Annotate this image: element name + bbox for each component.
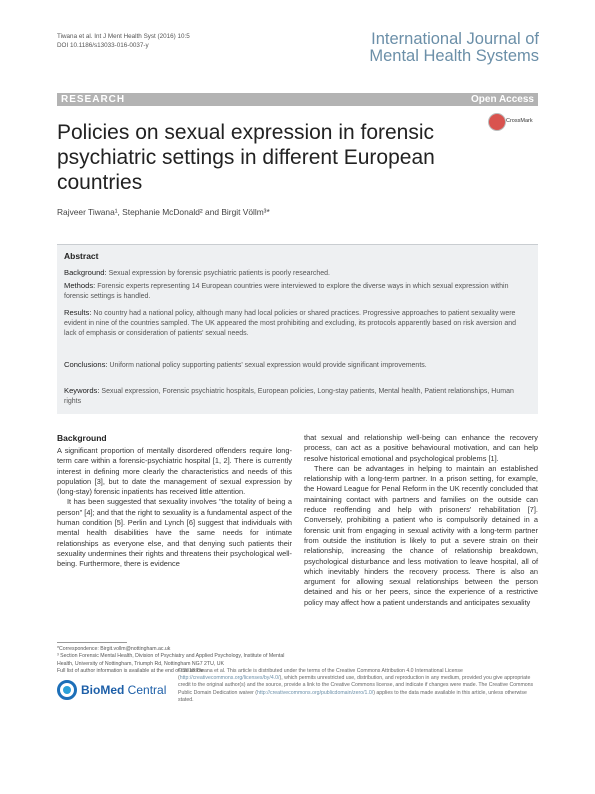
right-column xyxy=(304,433,538,608)
crossmark-label: CrossMark xyxy=(506,118,533,124)
abstract-conclusions xyxy=(64,360,524,371)
body-paragraph: It has been suggested that sexuality involves "the totality of being a person" [4]; and that the right to sexuality is a fundamental aspect of the human condition [5]. Perlin and Lynch [6] suggest that individuals with mental health disabilities have the same needs for intimate relationships as everyone else, and that denying such patients their sexuality undermines their rights and threatens their psychological well-being. Furthermore, there is evidence xyxy=(57,497,292,569)
public-domain-link[interactable]: http://creativecommons.org/publicdomain/zero/1.0/ xyxy=(257,689,374,696)
abstract-text: Sexual expression by forensic psychiatric patients is poorly researched. xyxy=(108,270,330,277)
body-paragraph: that sexual and relationship well-being can enhance the recovery process, can act as a positive behavioural motivation, and can help resolve historical emotional and psychological problems [1]. xyxy=(304,433,538,463)
author-list: Rajveer Tiwana¹, Stephanie McDonald² and Birgit Völlm³* xyxy=(57,207,270,217)
abstract-label: Conclusions: xyxy=(64,360,108,369)
crossmark-icon xyxy=(488,113,506,131)
doi-line: DOI 10.1186/s13033-016-0037-y xyxy=(57,42,149,49)
publisher-logo xyxy=(57,678,177,708)
license-part: ), which permits unrestricted use, distribution, and reproduction in any medium, provided you give appropriate credit to the original author(s) and the source, provide a link to the Creative Commons license, and indicate if changes were made. The Creative Commons Public Domain Dedication waiver ( xyxy=(178,675,534,696)
footnote-divider xyxy=(57,642,127,643)
license-text xyxy=(178,668,538,704)
abstract-label: Results: xyxy=(64,308,92,317)
journal-name xyxy=(369,31,539,65)
body-paragraph: There can be advantages in helping to maintain an established relationship with a long-term partner. In a prison setting, for example, the Howard League for Penal Reform in the UK recently concluded that maintaining contact with partners and families on the outside can reduce reoffending and help with prisoners' rehabilitation [7]. Conversely, prohibiting a patient who is compulsorily detained in a forensic unit from engaging in sexual activity with a long-term partner from outside the institution is likely to put a severe strain on their relationship, increasing the chance of relationship breakdown, psychological disturbance and less motivation to leave hospital, all of which inevitably hinders the recovery process. There is also an argument for allowing sexual relationships between the person detained and his or her peers, since the experience of a restrictive policy may affect how a patient understands and anticipates sexuality xyxy=(304,463,538,607)
abstract-methods xyxy=(64,281,524,302)
license-part: © 2016 Tiwana et al. This article is distributed under the terms of the Creative Commons Attribution 4.0 International License ( xyxy=(178,668,463,682)
abstract-heading: Abstract xyxy=(64,251,99,261)
license-link[interactable]: http://creativecommons.org/licenses/by/4.0/ xyxy=(179,675,280,682)
abstract-text: No country had a national policy, although many had local policies or shared practices. Progressive approaches to patient sexuality were evident in nine of the countries sampled. The UK appeared the most prohibiting and excluding, its protocols apparently based on risk aversion and lack of emphasis or consideration of patients' sexual needs. xyxy=(64,310,517,337)
open-access-label: Open Access xyxy=(471,94,534,105)
publisher-name-bold: BioMed xyxy=(81,683,125,697)
abstract-label: Methods: xyxy=(64,281,96,290)
body-paragraph: A significant proportion of mentally disordered offenders require long-term care within a forensic-psychiatric hospital [1, 2]. There is currently interest in defining more clearly the characteristics and needs of this population [3], but to date the management of sexual expression by (long-stay) forensic inpatients has received little attention. xyxy=(57,446,292,497)
section-banner xyxy=(57,93,538,106)
citation-block xyxy=(57,32,190,50)
abstract-keywords xyxy=(64,386,524,407)
publisher-name-rest: Central xyxy=(124,683,167,697)
article-title: Policies on sexual expression in forensic psychiatric settings in different European countries xyxy=(57,121,435,194)
section-label: RESEARCH xyxy=(61,94,126,105)
abstract-box xyxy=(57,244,538,414)
abstract-text: Uniform national policy supporting patients' sexual expression would provide significant improvements. xyxy=(109,362,427,369)
author-info-note: Full list of author information is available at the end of the article xyxy=(57,668,204,675)
publisher-name xyxy=(81,683,166,697)
journal-name-line2: Mental Health Systems xyxy=(369,47,539,65)
background-heading: Background xyxy=(57,433,107,443)
crossmark-badge[interactable] xyxy=(488,113,538,135)
left-column xyxy=(57,446,292,570)
journal-name-line1: International Journal of xyxy=(371,30,539,48)
citation-line: Tiwana et al. Int J Ment Health Syst (2016) 10:5 xyxy=(57,33,190,40)
affiliation-line: ³ Section Forensic Mental Health, Division of Psychiatry and Applied Psychology, Institute of Mental Health, University of Nottingham, Triumph Rd, Nottingham NG7 2TU, UK xyxy=(57,653,285,667)
abstract-label: Keywords: xyxy=(64,386,100,395)
biomed-central-logo-icon xyxy=(57,680,77,700)
abstract-label: Background: xyxy=(64,268,107,277)
license-part: ) applies to the data made available in this article, unless otherwise stated. xyxy=(178,689,527,703)
correspondence-line[interactable]: *Correspondence: Birgit.vollm@nottingham.ac.uk xyxy=(57,646,171,652)
abstract-results xyxy=(64,308,524,338)
abstract-text: Forensic experts representing 14 European countries were interviewed to explore the diverse ways in which sexual expression within forensic settings is handled. xyxy=(64,283,509,300)
abstract-text: Sexual expression, Forensic psychiatric hospitals, European policies, Long-stay patients, Mental health, Patient relationships, Human rights xyxy=(64,388,514,405)
abstract-background xyxy=(64,268,524,279)
